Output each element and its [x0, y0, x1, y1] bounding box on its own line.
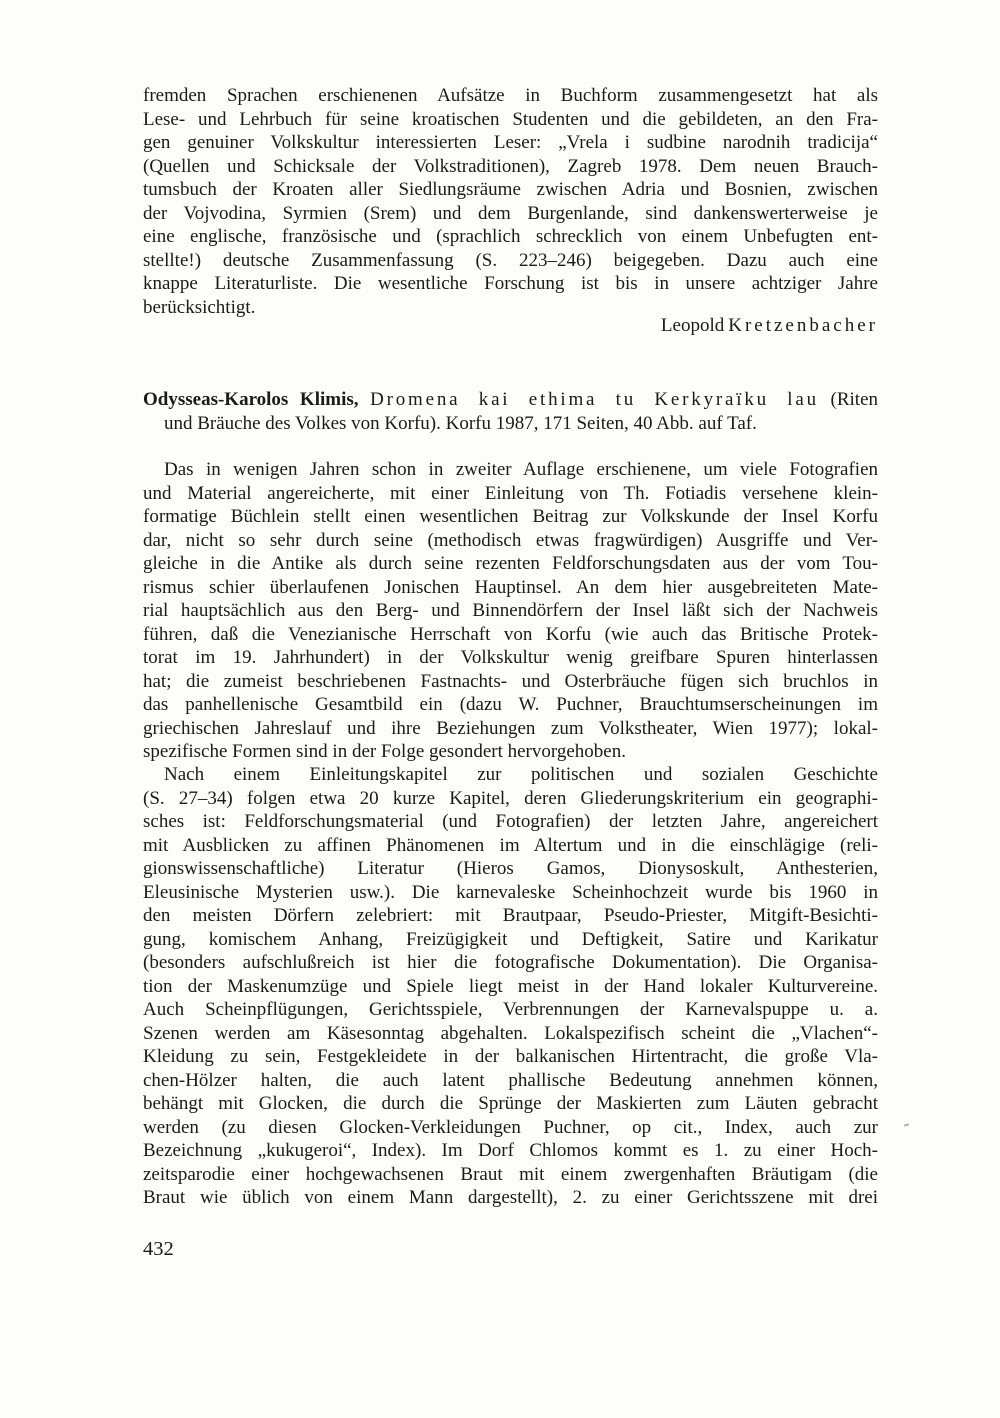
- review-paragraph-1: [143, 458, 878, 764]
- text-line: (Quellen und Schicksale der Volkstraditionen), Zagreb 1978. Dem neuen Brauch-: [143, 155, 878, 177]
- text-line: gleiche in die Antike als durch seine rezenten Feldforschungsdaten aus der vom Tou-: [143, 553, 878, 574]
- text-line: tion der Maskenumzüge und Spiele liegt meist in der Hand lokaler Kulturvereine.: [143, 975, 878, 997]
- text-line: der Vojvodina, Syrmien (Srem) und dem Burgenlande, sind dankenswerterweise je: [143, 202, 878, 224]
- text-line: griechischen Jahreslauf und ihre Beziehungen zum Volkstheater, Wien 1977); lokal-: [143, 717, 878, 739]
- text-line: den meisten Dörfern zelebriert: mit Brautpaar, Pseudo-Priester, Mitgift-Besichti-: [143, 905, 878, 926]
- text-line: spezifische Formen sind in der Folge gesondert hervorgehoben.: [143, 741, 626, 762]
- review-paragraph-2: [143, 763, 878, 1210]
- text-line: tumsbuch der Kroaten aller Siedlungsräume zwischen Adria und Bosnien, zwischen: [143, 179, 878, 200]
- text-line: berücksichtigt.: [143, 296, 256, 318]
- text-line: sches ist: Feldforschungsmaterial (und Fotografien) der letzten Jahre, angereichert: [143, 811, 878, 832]
- text-line: formatige Büchlein stellt einen wesentlichen Beitrag zur Volkskunde der Insel Korfu: [143, 506, 878, 527]
- text-line: das panhellenische Gesamtbild ein (dazu W. Puchner, Brauchtumserscheinungen im: [143, 694, 878, 715]
- review-heading-author: Odysseas-Karolos Klimis,: [143, 389, 359, 410]
- text-line: Braut wie üblich von einem Mann dargestellt), 2. zu einer Gerichtsszene mit drei: [143, 1187, 878, 1208]
- text-line: Bezeichnung „kukugeroi“, Index). Im Dorf Chlomos kommt es 1. zu einer Hoch-: [143, 1140, 878, 1161]
- review-heading-tail: (Riten: [830, 389, 879, 410]
- text-line: fremden Sprachen erschienenen Aufsätze in Buchform zusammengesetzt hat als: [143, 85, 878, 106]
- text-line: Szenen werden am Käsesonntag abgehalten. Lokalspezifisch scheint die „Vlachen“-: [143, 1022, 878, 1044]
- text-line: Nach einem Einleitungskapitel zur politischen und sozialen Geschichte: [164, 764, 878, 785]
- text-line: werden (zu diesen Glocken-Verkleidungen Puchner, op cit., Index, auch zur: [143, 1116, 878, 1138]
- text-line: eine englische, französische und (sprachlich schrecklich von einem Unbefugten ent-: [143, 226, 878, 247]
- text-line: rismus schier überlaufenen Jonischen Hauptinsel. An dem hier ausgebreiteten Mate-: [143, 576, 878, 598]
- text-line: Auch Scheinpflügungen, Gerichtsspiele, Verbrennungen der Karnevalspuppe u. a.: [143, 999, 878, 1020]
- text-line: dar, nicht so sehr durch seine (methodisch etwas fragwürdigen) Ausgriffe und Ver-: [143, 529, 878, 551]
- text-line: Kleidung zu sein, Festgekleidete in der balkanischen Hirtentracht, die große Vla-: [143, 1046, 878, 1067]
- text-line: führen, daß die Venezianische Herrschaft von Korfu (wie auch das Britische Protek-: [143, 623, 878, 645]
- text-line: behängt mit Glocken, die durch die Sprünge der Maskierten zum Läuten gebracht: [143, 1093, 878, 1114]
- text-line: gen genuiner Volkskultur interessierten Leser: „Vrela i sudbine narodnih tradicija“: [143, 132, 878, 153]
- review-heading: [143, 388, 878, 435]
- text-line: mit Ausblicken zu affinen Phänomenen im Altertum und in die einschlägige (reli-: [143, 834, 878, 856]
- scan-speck-artifact: [904, 1123, 909, 1126]
- text-line: (S. 27–34) folgen etwa 20 kurze Kapitel, deren Gliederungskriterium ein geographi-: [143, 787, 878, 809]
- review-heading-title: Dromena kai ethima tu Kerkyraïku lau: [370, 389, 819, 410]
- text-line: Eleusinische Mysterien usw.). Die karnevaleske Scheinhochzeit wurde bis 1960 in: [143, 881, 878, 903]
- text-line: gionswissenschaftliche) Literatur (Hieros Gamos, Dionysoskult, Anthesterien,: [143, 858, 878, 879]
- text-line: (besonders aufschlußreich ist hier die fotografische Dokumentation). Die Organisa-: [143, 952, 878, 973]
- text-line: zeitsparodie einer hochgewachsenen Braut mit einem zwergenhaften Bräutigam (die: [143, 1163, 878, 1185]
- text-line: torat im 19. Jahrhundert) in der Volkskultur wenig greifbare Spuren hinterlassen: [143, 647, 878, 668]
- reviewer-family-name: Kretzenbacher: [728, 315, 878, 336]
- review-continuation-paragraph: [143, 84, 878, 319]
- text-line: rial hauptsächlich aus den Berg- und Binnendörfern der Insel läßt sich der Nachweis: [143, 600, 878, 621]
- review-heading-line2: und Bräuche des Volkes von Korfu). Korfu 1987, 171 Seiten, 40 Abb. auf Taf.: [164, 412, 757, 434]
- text-line: Das in wenigen Jahren schon in zweiter Auflage erschienene, um viele Fotografien: [164, 459, 878, 480]
- text-line: Lese- und Lehrbuch für seine kroatischen Studenten und die gebildeten, an den Fra-: [143, 108, 878, 130]
- text-line: gung, komischem Anhang, Freizügigkeit und Deftigkeit, Satire und Karikatur: [143, 928, 878, 950]
- text-line: stellte!) deutsche Zusammenfassung (S. 223–246) beigegeben. Dazu auch eine: [143, 249, 878, 271]
- text-line: chen-Hölzer halten, die auch latent phallische Bedeutung annehmen können,: [143, 1069, 878, 1091]
- text-line: hat; die zumeist beschriebenen Fastnachts- und Osterbräuche fügen sich bruchlos in: [143, 670, 878, 692]
- text-line: knappe Literaturliste. Die wesentliche Forschung ist bis in unsere achtziger Jahre: [143, 273, 878, 294]
- text-line: und Material angereicherte, mit einer Einleitung von Th. Fotiadis versehene klein-: [143, 482, 878, 504]
- review-heading-line1: [143, 388, 878, 412]
- page-number: 432: [143, 1238, 174, 1260]
- reviewer-signature: [143, 314, 878, 338]
- reviewer-given-name: Leopold: [660, 315, 725, 336]
